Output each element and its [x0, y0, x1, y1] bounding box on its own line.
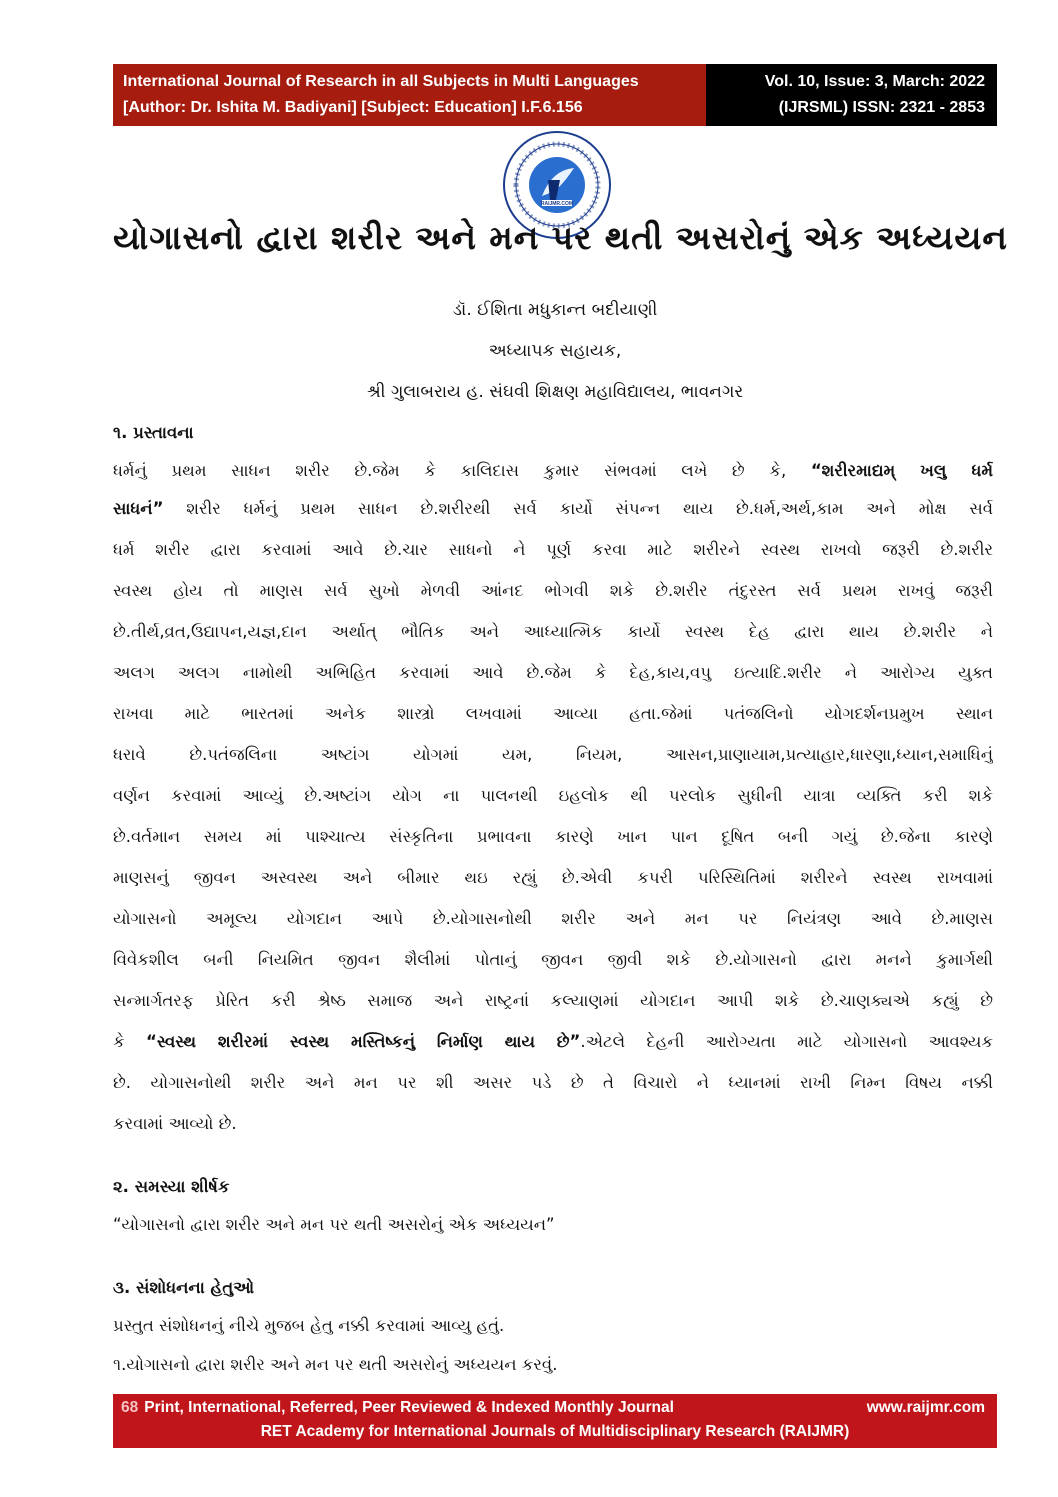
paragraph-line: યોગાસનો અમૂલ્ય યોગદાન આપે છે.યોગાસનોથી શરીર અને મન પર નિયંત્રણ આવે છે.માણસ	[113, 909, 993, 928]
quote-bold: સાધનં”	[113, 499, 164, 518]
paragraph-line: વર્ણન કરવામાં આવ્યું છે.અષ્ટાંગ યોગ ના પાલનથી ઇહલોક થી પરલોક સુધીની યાત્રા વ્યક્તિ કરી શકે	[113, 786, 993, 805]
paper-title: યોગાસનો દ્વારા શરીર અને મન પર થતી અસરોનું એક અધ્યયન	[113, 218, 1008, 257]
header-left-block	[113, 64, 706, 126]
text-run: .એટલે દેહની આરોગ્યતા માટે યોગાસનો આવશ્યક	[580, 1032, 993, 1051]
text-run: ધર્મનું પ્રથમ સાધન શરીર છે.જેમ કે કાલિદાસ કુમાર સંભવમાં લખે છે કે,	[113, 461, 811, 480]
text-run: શરીર ધર્મનું પ્રથમ સાધન છે.શરીરથી સર્વ કાર્યો સંપન્ન થાય છે.ધર્મ,અર્થ,કામ અને મોક્ષ સર્વ	[163, 499, 993, 518]
paragraph-line: છે.વર્તમાન સમય માં પાશ્ચાત્ય સંસ્કૃતિના પ્રભાવના કારણે ખાન પાન દૂષિત બની ગયું છે.જેના કારણે	[113, 827, 993, 846]
issn-info: (IJRSML) ISSN: 2321 - 2853	[778, 99, 985, 116]
section-heading-problem-title: ૨. સમસ્યા શીર્ષક	[113, 1177, 230, 1196]
section-heading-objectives: ૩. સંશોધનના હેતુઓ	[113, 1278, 255, 1297]
footer-line1: Print, International, Referred, Peer Reviewed & Indexed Monthly Journal	[144, 1399, 674, 1416]
header-right-block	[706, 64, 997, 126]
paragraph-line: અલગ અલગ નામોથી અભિહિત કરવામાં આવે છે.જેમ કે દેહ,કાય,વપુ ઇત્યાદિ.શરીર ને આરોગ્ય યુક્ત	[113, 663, 993, 682]
quote-bold: “શરીરમાદ્યમ્ ખલુ ધર્મ	[810, 461, 993, 480]
paragraph-line: સ્વસ્થ હોય તો માણસ સર્વ સુખો મેળવી આંનદ ભોગવી શકે છે.શરીર તંદુરસ્ત સર્વ પ્રથમ રાખવું જરૂરી	[113, 581, 993, 600]
paragraph-line	[113, 1032, 993, 1052]
paragraph-line: ધરાવે છે.પતંજલિના અષ્ટાંગ યોગમાં યમ, નિયમ, આસન,પ્રાણાયામ,પ્રત્યાહાર,ધારણા,ધ્યાન,સમાધિનું	[113, 745, 993, 764]
paragraph-line: માણસનું જીવન અસ્વસ્થ અને બીમાર થઇ રહ્યું છે.એવી કપરી પરિસ્થિતિમાં શરીરને સ્વસ્થ રાખવામાં	[113, 868, 993, 887]
problem-title-text: “યોગાસનો દ્વારા શરીર અને મન પર થતી અસરોનું એક અધ્યયન”	[113, 1215, 555, 1234]
author-name: ડૉ. ઈશિતા મધુકાન્ત બદીયાણી	[452, 300, 658, 320]
footer-journal-desc	[121, 1399, 674, 1417]
author-designation: અધ્યાપક સહાયક,	[488, 341, 622, 361]
section-heading-introduction: ૧. પ્રસ્તાવના	[113, 423, 194, 442]
footer-website-link[interactable]: www.raijmr.com	[866, 1399, 985, 1416]
paragraph-line: રાખવા માટે ભારતમાં અનેક શાસ્ત્રો લખવામાં આવ્યા હતા.જેમાં પતંજલિનો યોગદર્શનપ્રમુખ સ્થાન	[113, 704, 993, 723]
footer-top-row	[121, 1399, 985, 1417]
paragraph-line	[113, 461, 993, 481]
journal-header	[113, 64, 997, 126]
journal-footer	[113, 1394, 997, 1448]
paragraph-line: કરવામાં આવ્યો છે.	[113, 1114, 237, 1133]
volume-info: Vol. 10, Issue: 3, March: 2022	[764, 73, 985, 90]
objective-item: ૧.યોગાસનો દ્વારા શરીર અને મન પર થતી અસરોનું અધ્યયન કરવું.	[113, 1355, 558, 1374]
paragraph-line	[113, 499, 993, 519]
paragraph-line: વિવેકશીલ બની નિયમિત જીવન શૈલીમાં પોતાનું જીવન જીવી શકે છે.યોગાસનો દ્વારા મનને કુમાર્ગથી	[113, 950, 993, 969]
paragraph-line: ધર્મ શરીર દ્વારા કરવામાં આવે છે.ચાર સાધનો ને પૂર્ણ કરવા માટે શરીરને સ્વસ્થ રાખવો જરૂરી છે.શરીર	[113, 540, 993, 559]
paragraph-line: છે.તીર્થ,વ્રત,ઉદ્યાપન,યજ્ઞ,દાન અર્થાત્ ભૌતિક અને આધ્યાત્મિક કાર્યો સ્વસ્થ દેહ દ્વારા થાય છે.શરીર ને	[113, 622, 993, 641]
objectives-intro: પ્રસ્તુત સંશોધનનું નીચે મુજબ હેતુ નક્કી કરવામાં આવ્યુ હતું.	[113, 1316, 505, 1335]
author-subject-line: [Author: Dr. Ishita M. Badiyani] [Subject: Education] I.F.6.156	[123, 99, 583, 116]
journal-name: International Journal of Research in all Subjects in Multi Languages	[123, 73, 639, 90]
author-institute: શ્રી ગુલાબરાય હ. સંઘવી શિક્ષણ મહાવિદ્યાલય, ભાવનગર	[366, 382, 744, 402]
quote-bold: “સ્વસ્થ શરીરમાં સ્વસ્થ મસ્તિષ્કનું નિર્માણ થાય છે”	[145, 1032, 581, 1051]
paragraph-line: છે. યોગાસનોથી શરીર અને મન પર શી અસર પડે છે તે વિચારો ને ધ્યાનમાં રાખી નિમ્ન વિષય નક્કી	[113, 1073, 993, 1092]
logo-text: RAIJMR.COM	[540, 201, 574, 207]
page-number: 68	[121, 1399, 139, 1416]
footer-publisher: RET Academy for International Journals of Multidisciplinary Research (RAIJMR)	[260, 1423, 850, 1440]
text-run: કે	[113, 1032, 146, 1051]
paragraph-line: સન્માર્ગતરફ પ્રેરિત કરી શ્રેષ્ઠ સમાજ અને રાષ્ટ્રનાં કલ્યાણમાં યોગદાન આપી શકે છે.ચાણક્યએ કહ્યું છે	[113, 991, 993, 1010]
